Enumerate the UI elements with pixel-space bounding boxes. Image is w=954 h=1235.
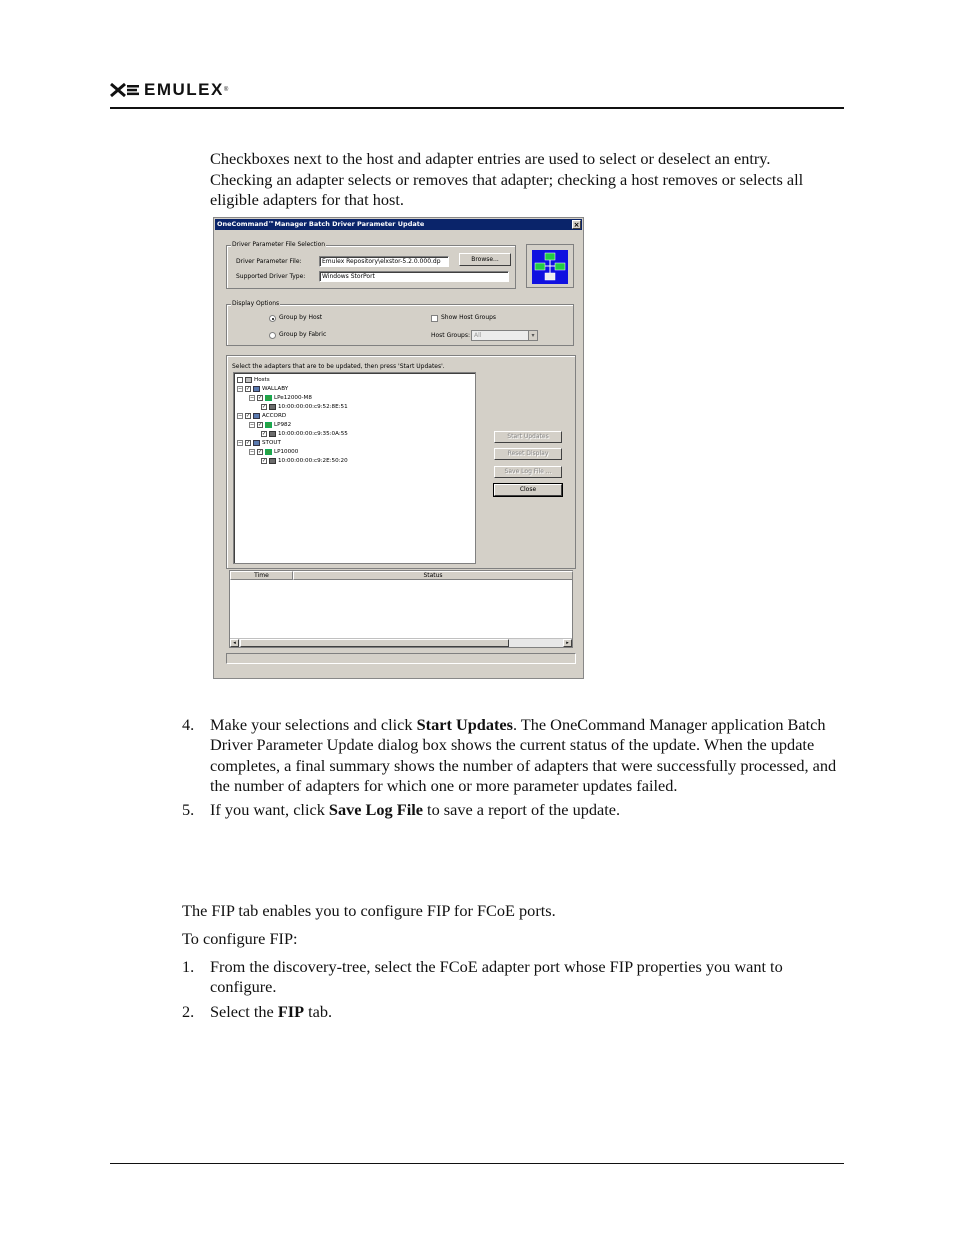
page-header bbox=[110, 78, 844, 110]
scroll-left-icon[interactable]: ◂ bbox=[230, 639, 239, 647]
step-text: to save a report of the update. bbox=[422, 800, 621, 820]
steps-list-a bbox=[182, 715, 838, 824]
tree-checkbox[interactable]: ✓ bbox=[246, 413, 251, 419]
trademark-mark: ® bbox=[223, 87, 229, 93]
tree-checkbox[interactable]: ✓ bbox=[262, 404, 267, 410]
tree-label: STOUT bbox=[262, 440, 281, 446]
tree-label: LP982 bbox=[274, 422, 292, 428]
tree-node-port[interactable] bbox=[261, 457, 348, 465]
step-text: tab. bbox=[304, 1001, 333, 1021]
dialog-title: OneCommand™Manager Batch Driver Parameter Update bbox=[217, 220, 425, 228]
tree-label: 10:00:00:00:c9:52:8E:51 bbox=[278, 404, 348, 410]
driver-icon-box bbox=[526, 244, 574, 288]
port-icon bbox=[269, 404, 276, 410]
group-by-fabric-label: Group by Fabric bbox=[279, 331, 327, 338]
port-icon bbox=[269, 458, 276, 464]
scroll-right-icon[interactable]: ▸ bbox=[563, 639, 572, 647]
adapter-icon bbox=[265, 422, 272, 428]
tree-label: Hosts bbox=[254, 377, 270, 383]
group-by-host-label: Group by Host bbox=[279, 314, 323, 321]
step-text: From the discovery-tree, select the FCoE adapter port whose FIP properties you want to configure. bbox=[210, 957, 783, 997]
step-bold-term: Start Updates bbox=[416, 715, 513, 734]
step-text: Make your selections and click bbox=[210, 715, 417, 734]
tree-node-host[interactable] bbox=[237, 412, 286, 420]
start-updates-button[interactable]: Start Updates bbox=[494, 431, 562, 443]
fip-intro: The FIP tab enables you to configure FIP for FCoE ports. bbox=[182, 901, 556, 920]
host-groups-select[interactable] bbox=[471, 330, 538, 341]
tree-label: 10:00:00:00:c9:2E:50:20 bbox=[278, 458, 348, 464]
scroll-thumb[interactable] bbox=[240, 639, 509, 647]
adapter-icon bbox=[265, 395, 272, 401]
driver-type-field[interactable]: Windows StorPort bbox=[319, 271, 509, 282]
adapter-tree[interactable] bbox=[233, 372, 476, 564]
collapse-icon[interactable]: − bbox=[238, 386, 243, 392]
browse-button[interactable]: Browse... bbox=[459, 253, 511, 266]
collapse-icon[interactable]: − bbox=[250, 395, 255, 401]
step-text: If you want, click bbox=[210, 800, 329, 820]
tree-label: ACCORD bbox=[262, 413, 287, 419]
tree-checkbox[interactable]: ✓ bbox=[246, 386, 251, 392]
close-button[interactable]: Close bbox=[494, 484, 562, 496]
brand-name: EMULEX bbox=[144, 80, 224, 99]
status-column-header[interactable]: Status bbox=[293, 571, 573, 580]
show-host-groups-checkbox[interactable] bbox=[431, 315, 438, 322]
hosts-icon bbox=[245, 377, 252, 383]
group-by-fabric-radio[interactable] bbox=[269, 332, 276, 339]
step-number: 1. bbox=[182, 957, 195, 976]
tree-node-hosts[interactable] bbox=[237, 376, 270, 384]
step-bold-term: FIP bbox=[277, 1001, 305, 1021]
step-item bbox=[182, 957, 838, 998]
intro-paragraph: Checkboxes next to the host and adapter entries are used to select or deselect an entry. Checking an adapter selects or removes that adapter; checking a host removes or selects all eligible adapters for that host. bbox=[210, 149, 804, 209]
host-groups-label: Host Groups: bbox=[431, 332, 470, 339]
tree-node-host[interactable] bbox=[237, 385, 288, 393]
tree-label: WALLABY bbox=[262, 386, 289, 392]
network-icon bbox=[532, 250, 568, 284]
adapter-icon bbox=[265, 449, 272, 455]
host-groups-value: All bbox=[474, 332, 482, 339]
tree-checkbox[interactable]: ✓ bbox=[258, 395, 263, 401]
host-icon bbox=[253, 440, 260, 446]
step-item bbox=[182, 1002, 838, 1022]
tree-label: 10:00:00:00:c9:35:0A:55 bbox=[278, 431, 348, 437]
tree-checkbox[interactable]: ✓ bbox=[262, 458, 267, 464]
step-number: 2. bbox=[182, 1001, 195, 1021]
step-text: . The OneCommand Manager application Batch Driver Parameter Update dialog box shows the current status of the update. When the update completes, a final summary shows the number of adapters that were successfully processed, and the number of adapters for which one or more parameter updates failed. bbox=[210, 715, 837, 795]
tree-checkbox[interactable]: ✓ bbox=[258, 449, 263, 455]
tree-checkbox[interactable] bbox=[237, 377, 243, 383]
tree-label: LP10000 bbox=[274, 449, 299, 455]
horizontal-scrollbar[interactable] bbox=[230, 638, 572, 647]
tree-node-port[interactable] bbox=[261, 403, 348, 411]
tree-node-adapter[interactable] bbox=[249, 448, 298, 456]
header-rule bbox=[110, 107, 844, 109]
port-icon bbox=[269, 431, 276, 437]
tree-node-adapter[interactable] bbox=[249, 394, 312, 402]
emulex-logo bbox=[110, 80, 228, 100]
driver-type-label: Supported Driver Type: bbox=[236, 273, 306, 280]
dialog-titlebar bbox=[215, 219, 582, 230]
reset-display-button[interactable]: Reset Display bbox=[494, 448, 562, 460]
step-bold-term: Save Log File bbox=[328, 800, 423, 820]
tree-checkbox[interactable]: ✓ bbox=[262, 431, 267, 437]
select-prompt: Select the adapters that are to be updated, then press 'Start Updates'. bbox=[232, 363, 445, 370]
group-by-host-radio[interactable] bbox=[269, 315, 276, 322]
host-icon bbox=[253, 413, 260, 419]
collapse-icon[interactable]: − bbox=[238, 440, 243, 446]
collapse-icon[interactable]: − bbox=[250, 449, 255, 455]
host-icon bbox=[253, 386, 260, 392]
close-icon[interactable]: × bbox=[573, 221, 580, 229]
display-options-label: Display Options bbox=[232, 300, 280, 307]
configure-intro: To configure FIP: bbox=[182, 929, 298, 948]
tree-node-port[interactable] bbox=[261, 430, 348, 438]
step-text: Select the bbox=[210, 1001, 278, 1021]
file-selection-label: Driver Parameter File Selection bbox=[232, 241, 326, 248]
step-number: 4. bbox=[182, 715, 195, 734]
update-log-list[interactable] bbox=[229, 570, 573, 648]
tree-label: LPe12000-M8 bbox=[274, 395, 312, 401]
chevron-down-icon: ▾ bbox=[528, 331, 537, 340]
driver-file-field[interactable]: Emulex Repository\elxstor-5.2.0.000.dp bbox=[319, 256, 449, 267]
save-log-file-button[interactable]: Save Log File ... bbox=[494, 466, 562, 478]
footer-rule bbox=[110, 1163, 844, 1164]
tree-node-adapter[interactable] bbox=[249, 421, 291, 429]
file-selection-group bbox=[226, 241, 516, 289]
tree-node-host[interactable] bbox=[237, 439, 281, 447]
steps-list-b bbox=[182, 957, 838, 1026]
collapse-icon[interactable]: − bbox=[238, 413, 243, 419]
step-item bbox=[182, 715, 838, 796]
dialog-status-bar bbox=[226, 653, 576, 664]
step-number: 5. bbox=[182, 800, 195, 820]
time-column-header[interactable]: Time bbox=[230, 571, 293, 580]
batch-driver-parameter-dialog bbox=[213, 217, 584, 679]
tree-checkbox[interactable]: ✓ bbox=[258, 422, 263, 428]
show-host-groups-label: Show Host Groups bbox=[441, 314, 497, 321]
collapse-icon[interactable]: − bbox=[250, 422, 255, 428]
driver-file-label: Driver Parameter File: bbox=[236, 258, 302, 265]
tree-checkbox[interactable]: ✓ bbox=[246, 440, 251, 446]
emulex-mark-icon bbox=[110, 82, 140, 98]
step-item bbox=[182, 800, 838, 820]
